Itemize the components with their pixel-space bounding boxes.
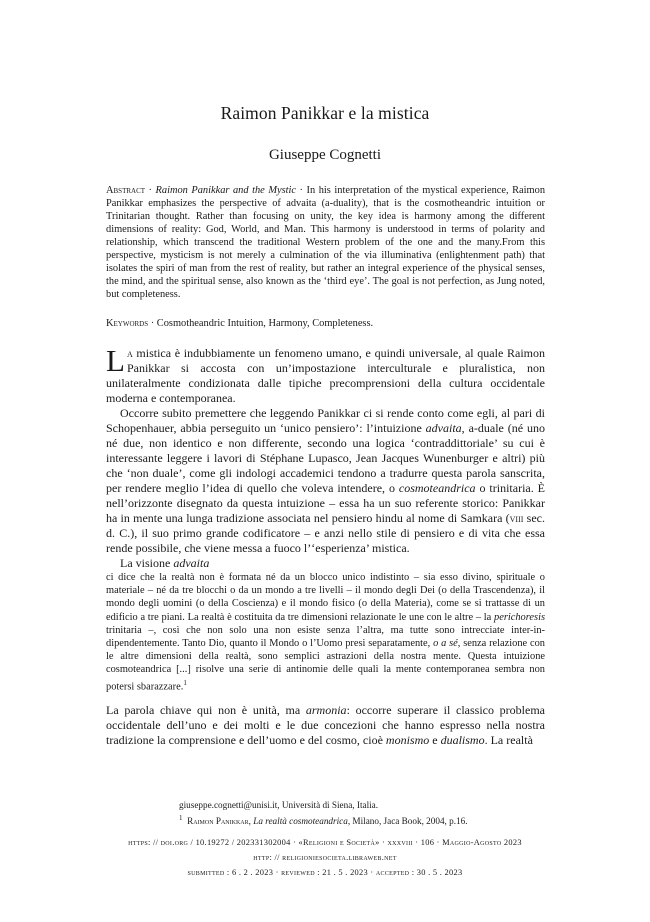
- keywords: [106, 317, 545, 330]
- paragraph-3-text: La visione: [120, 556, 174, 570]
- footnote-1-separator: ,: [248, 815, 254, 826]
- article-body: [106, 343, 545, 748]
- paragraph-4-dualismo: dualismo: [440, 733, 485, 748]
- paragraph-4-armonia: armonia: [305, 703, 347, 718]
- paragraph-4-monismo: monismo: [385, 733, 430, 748]
- paragraph-4-text-b: : occorre superare il classico problema occidentale dell’uno e dei molti e le due concezioni che hanno espresso nella nostra tradizione la comprensione e dell’uomo e del cosmo, cioè: [106, 703, 545, 748]
- paragraph-4-text-a: La parola chiave qui non è unità, ma: [106, 703, 306, 718]
- paragraph-3-advaita: advaita: [173, 556, 210, 570]
- paragraph-1: [106, 343, 545, 406]
- paragraph-2-cosmoteandrica: cosmoteandrica: [398, 481, 476, 495]
- article-title: Raimon Panikkar e la mistica: [220, 103, 430, 123]
- footnote-1-title: La realtà cosmoteandrica: [253, 815, 348, 826]
- paragraph-1-text: mistica è indubbiamente un fenomeno umano, e quindi universale, al quale Raimon Panikkar si accosta con un’impostazione interculturale e pluralistica, non unilateralmente condizionata dalle tipiche precomprensioni della cultura occidentale moderna e contemporanea.: [106, 346, 545, 405]
- footnote-1-rest: , Milano, Jaca Book, 2004, p.16.: [347, 815, 468, 826]
- footnote-reference[interactable]: 1: [183, 678, 187, 687]
- block-quote: [106, 571, 545, 693]
- footer-doi-line: https: // doi.org / 10.19272 / 202331302004 · «Religioni e Società» · xxxviii · 106 · Maggio-Agosto 2023: [128, 838, 522, 847]
- quote-perichoresis: perichoresis: [494, 611, 545, 623]
- footnote-1-author: Raimon Panikkar: [187, 815, 249, 826]
- quote-text-b: trinitaria –, così che non solo una non esiste senza l’altra, ma tutte sono intrecciate inter-in-dipendentemente. Tanto Dio, quanto il Mondo o l’Uomo presi separatamente,: [106, 624, 545, 650]
- paragraph-3: [106, 556, 545, 571]
- paragraph-2-text-b: , a-duale (né uno né due, non identico e non differente, secondo una logica ‘contraddittoriale’ su cui è interessante leggere i lavori di Stéphane Lupasco, Jean Jacques Wunenburger e altri) più che ‘non duale’, come gli indologi accademici tendono a tradurre questa parola sanscrita, per rendere meglio l’idea di quello che voleva intendere, o: [106, 421, 545, 495]
- paragraph-2-advaita: advaita: [425, 421, 462, 435]
- keywords-text: · Cosmotheandric Intuition, Harmony, Completeness.: [148, 318, 374, 329]
- paragraph-1-smallcaps: a: [126, 346, 133, 360]
- quote-text-a: ci dice che la realtà non è formata né da un blocco unico indistinto – sia esso divino, spirituale o materiale – né da tre blocchi o da un mondo a tre livelli – il mondo degli Dei (o della Trascendenza), il mondo degli uomini (o della Coscienza) e il mondo fisico (o della Materia), come se si trattasse di un edificio a tre piani. La realtà è costituita da tre dimensioni relazionate le une con le altre – la: [106, 572, 545, 623]
- paragraph-4-text-c: e: [429, 733, 441, 748]
- abstract-english-title: Raimon Panikkar and the Mystic: [155, 185, 297, 196]
- paragraph-2-text-d: sec. d. C.), il suo primo grande codificatore – e anzi nello stile di pensiero e di vita che essa rende possibile, che viene messa a fuoco l’‘esperienza’ mistica.: [106, 511, 545, 555]
- author-affiliation: giuseppe.cognetti@unisi.it, Università di Siena, Italia.: [179, 800, 379, 810]
- abstract: [106, 184, 545, 301]
- abstract-label: Abstract: [106, 185, 146, 196]
- paragraph-2-text-a: Occorre subito premettere che leggendo Panikkar ci si rende conto come egli, al pari di Schopenhauer, abbia perseguito un ‘unico pensiero’: l’intuizione: [106, 406, 545, 435]
- abstract-separator: ·: [145, 185, 156, 196]
- footnote-1-number: 1: [179, 813, 183, 822]
- footnote-1: [179, 812, 559, 828]
- paragraph-4-text-d: . La realtà: [484, 733, 533, 748]
- paragraph-2-text-c: o trinitaria. È nell’orizzonte disegnato da questa intuizione – essa ha un suo referente storico: Panikkar ha in mente una lunga tradizione associata nel pensiero hindu al nome di Samkara (: [106, 481, 545, 525]
- quote-a-se: o a sé: [433, 638, 458, 650]
- article-author: Giuseppe Cognetti: [268, 147, 382, 163]
- paragraph-2-century: viii: [509, 511, 524, 525]
- footer-dates-line: submitted : 6 . 2 . 2023 · reviewed : 21 . 5 . 2023 · accepted : 30 . 5 . 2023: [187, 868, 463, 877]
- footnotes: [179, 799, 559, 827]
- keywords-label: Keywords: [106, 318, 149, 329]
- footer-url-line: http: // religioniesocieta.libraweb.net: [253, 853, 397, 862]
- paragraph-2: [106, 406, 545, 556]
- abstract-text: · In his interpretation of the mystical experience, Raimon Panikkar emphasizes the perspective of advaita (a-duality), that is the cosmotheandric intuition or Trinitarian thought. Rather than focusing on unity, the key idea is harmony among the different dimensions of reality: God, World, and Man. This harmony is understood in terms of polarity and relationship, which transcend the traditional Western problem of the one and the many.From this perspective, mysticism is not merely a culmination of the via illuminativa (enlightenment path) that isolates the spiri of man from the rest of reality, but rather an integral experience of the physical senses, the mind, and the spiritual sense, also known as the ‘third eye’. The goal is not perfection, as Jung noted, but completeness.: [106, 185, 546, 300]
- paragraph-4: [106, 703, 545, 748]
- quote-text-c: , senza relazione con le altre dimensioni della realtà, sono semplici astrazioni della nostra mente. Questa intuizione cosmoteandrica [...] risolve una serie di antinomie delle quali la mente contemporanea sembra non potersi sbarazzare.: [106, 638, 545, 693]
- drop-cap: L: [106, 343, 125, 378]
